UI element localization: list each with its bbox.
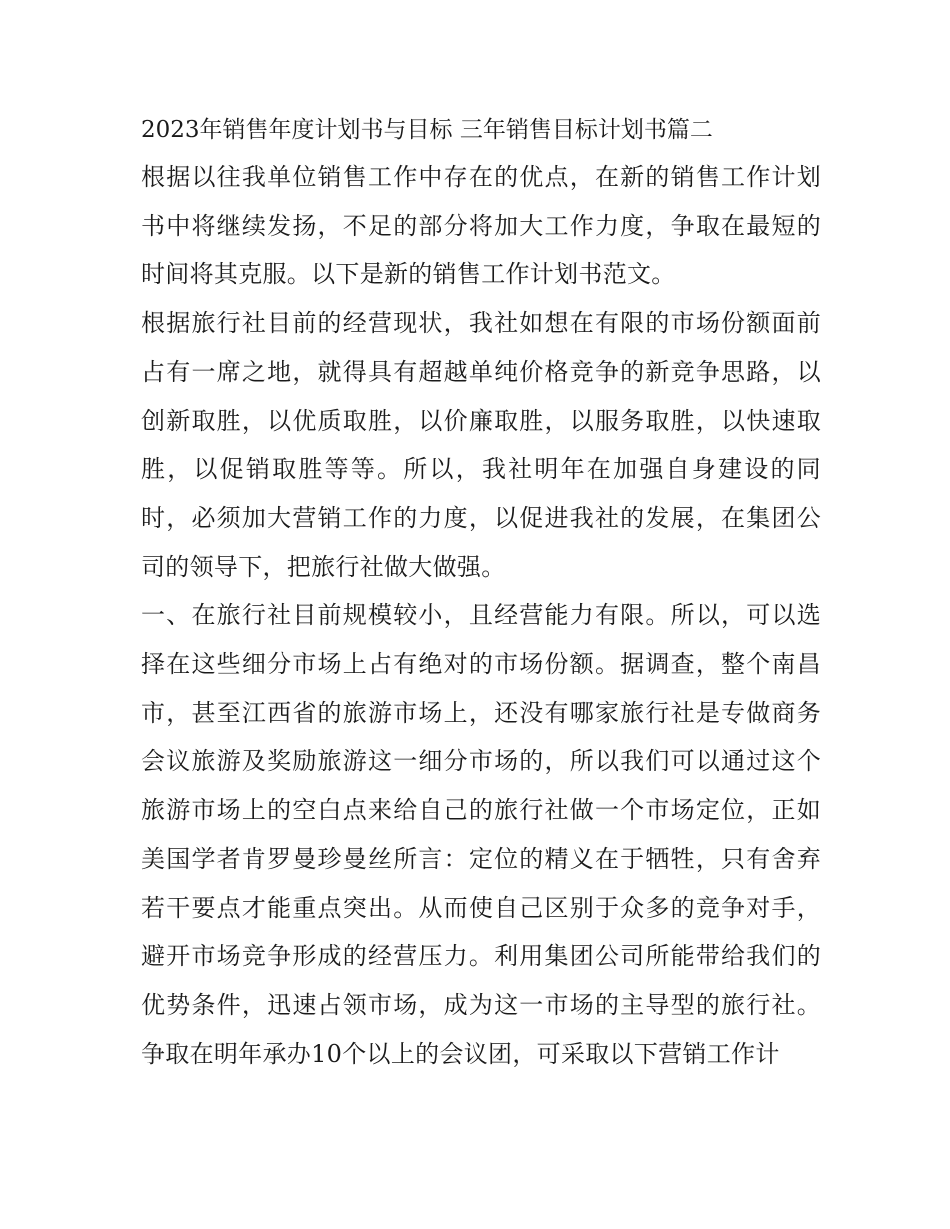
paragraph-current-status: 根据旅行社目前的经营现状，我社如想在有限的市场份额面前占有一席之地，就得具有超越单纯价格竞争的新竞争思路，以创新取胜，以优质取胜，以价廉取胜，以服务取胜，以快速取胜，以促销取胜等等。所以，我社明年在加强自身建设的同时，必须加大营销工作的力度，以促进我社的发展，在集团公司的领导下，把旅行社做大做强。 [141, 309, 821, 581]
document-body [141, 112, 821, 1078]
paragraph-section-one: 一、在旅行社目前规模较小，且经营能力有限。所以，可以选择在这些细分市场上占有绝对的市场份额。据调查，整个南昌市，甚至江西省的旅游市场上，还没有哪家旅行社是专做商务会议旅游及奖励旅游这一细分市场的，所以我们可以通过这个旅游市场上的空白点来给自己的旅行社做一个市场定位，正如美国学者肯罗曼珍曼丝所言：定位的精义在于牺牲，只有舍弃若干要点才能重点突出。从而使自己区别于众多的竞争对手，避开市场竞争形成的经营压力。利用集团公司所能带给我们的优势条件，迅速占领市场，成为这一市场的主导型的旅行社。争取在明年承办10个以上的会议团，可采取以下营销工作计 [141, 601, 821, 1068]
document-title: 2023年销售年度计划书与目标 三年销售目标计划书篇二 [141, 117, 713, 143]
paragraph-intro: 根据以往我单位销售工作中存在的优点，在新的销售工作计划书中将继续发扬，不足的部分将加大工作力度，争取在最短的时间将其克服。以下是新的销售工作计划书范文。 [141, 163, 821, 289]
